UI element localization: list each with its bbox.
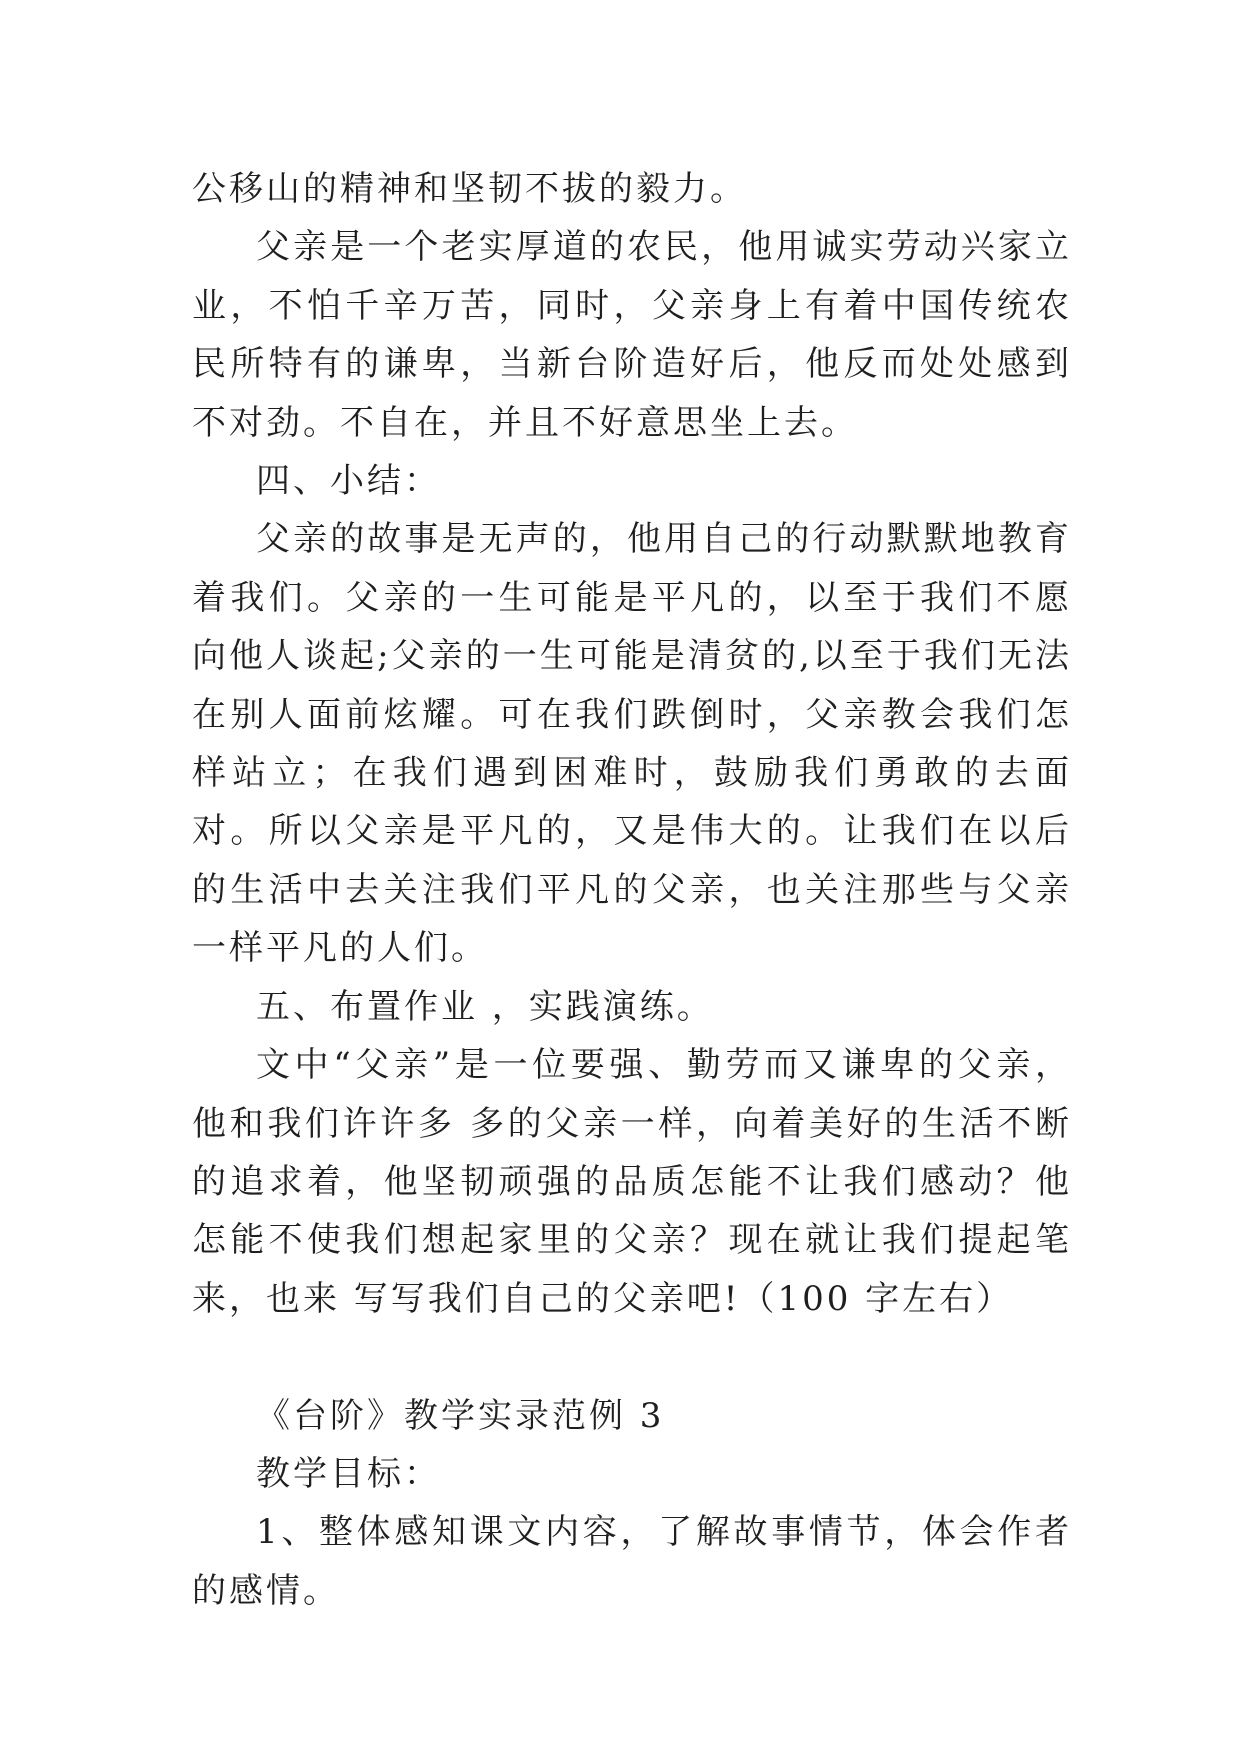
document-body [192,160,1072,1620]
paragraph-summary: 父亲的故事是无声的，他用自己的行动默默地教育着我们。父亲的一生可能是平凡的，以至于我们不愿向他人谈起;父亲的一生可能是清贫的,以至于我们无法在别人面前炫耀。可在我们跌倒时，父亲教会我们怎样站立；在我们遇到困难时，鼓励我们勇敢的去面对。所以父亲是平凡的，又是伟大的。让我们在以后的生活中去关注我们平凡的父亲，也关注那些与父亲一样平凡的人们。 [192,519,1072,969]
paragraph-continuation: 公移山的精神和坚韧不拔的毅力。 [192,169,747,209]
heading-homework: 五、布置作业 ，实践演练。 [256,986,714,1027]
paragraph-goal-1: 1、整体感知课文内容，了解故事情节，体会作者的感情。 [192,1512,1072,1611]
section-title: 《台阶》教学实录范例 3 [256,1395,665,1436]
section-spacer [192,1328,1072,1386]
heading-summary: 四、小结： [256,461,441,502]
paragraph-father-description: 父亲是一个老实厚道的农民，他用诚实劳动兴家立业，不怕千辛万苦，同时，父亲身上有着中国传统农民所特有的谦卑，当新台阶造好后，他反而处处感到不对劲。不自在，并且不好意思坐上去。 [192,227,1072,443]
paragraph-homework: 文中“父亲”是一位要强、勤劳而又谦卑的父亲，他和我们许许多 多的父亲一样，向着美好的生活不断的追求着，他坚韧顽强的品质怎能不让我们感动？他怎能不使我们想起家里的父亲？现在就让我们提起笔来，也来 写写我们自己的父亲吧!（100 字左右） [192,1045,1072,1319]
heading-teaching-goals: 教学目标： [256,1453,441,1494]
